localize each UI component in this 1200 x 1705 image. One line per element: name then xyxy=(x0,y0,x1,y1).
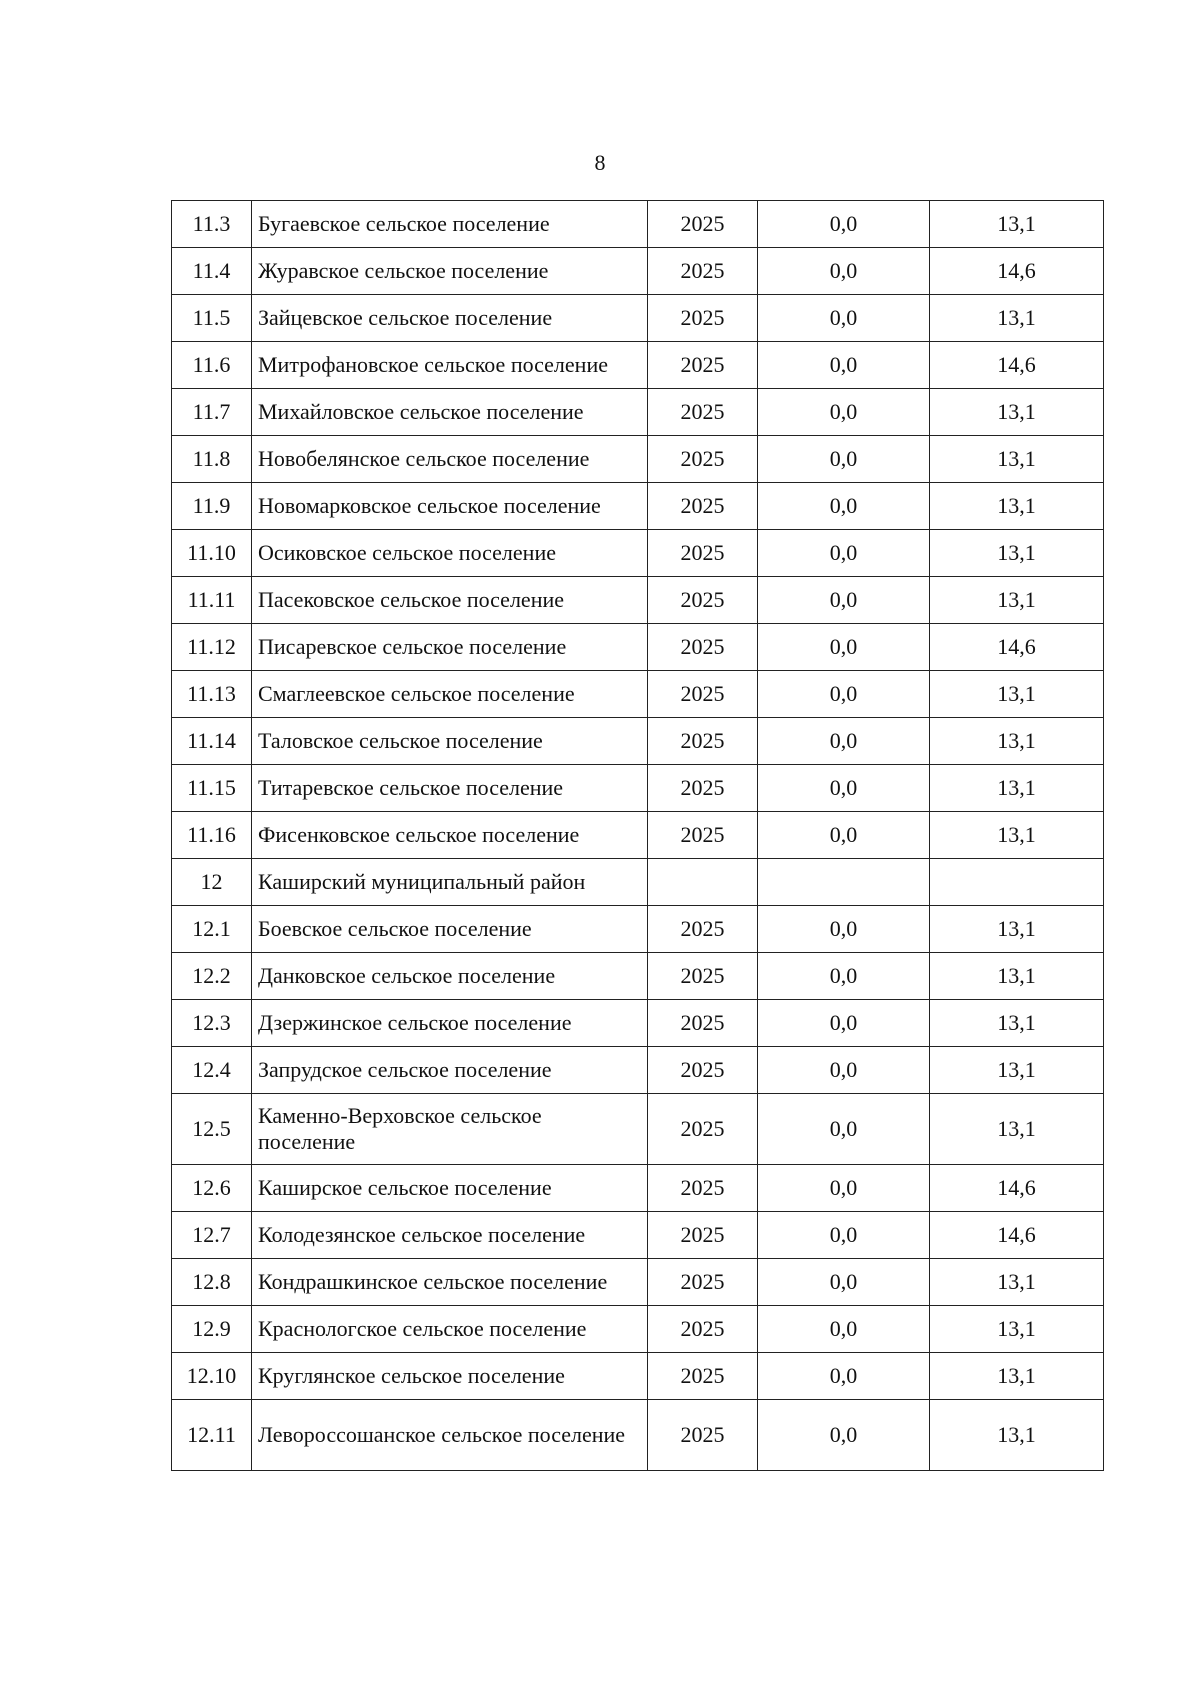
value-2-cell: 13,1 xyxy=(930,671,1104,718)
row-number-cell: 11.10 xyxy=(172,530,252,577)
year-cell: 2025 xyxy=(648,1259,758,1306)
value-1-cell: 0,0 xyxy=(758,906,930,953)
row-number-cell: 12 xyxy=(172,859,252,906)
row-number-cell: 12.4 xyxy=(172,1047,252,1094)
value-2-cell: 13,1 xyxy=(930,1094,1104,1165)
row-number-cell: 11.16 xyxy=(172,812,252,859)
value-1-cell: 0,0 xyxy=(758,812,930,859)
value-2-cell: 13,1 xyxy=(930,577,1104,624)
row-number-cell: 11.3 xyxy=(172,201,252,248)
settlement-name-cell: Фисенковское сельское поселение xyxy=(252,812,648,859)
year-cell: 2025 xyxy=(648,1400,758,1471)
value-1-cell: 0,0 xyxy=(758,1212,930,1259)
settlement-name-cell: Запрудское сельское поселение xyxy=(252,1047,648,1094)
settlement-name-cell: Осиковское сельское поселение xyxy=(252,530,648,577)
year-cell: 2025 xyxy=(648,671,758,718)
table-row xyxy=(172,1000,1104,1047)
value-2-cell: 13,1 xyxy=(930,718,1104,765)
year-cell: 2025 xyxy=(648,906,758,953)
table-row xyxy=(172,577,1104,624)
table-row xyxy=(172,1259,1104,1306)
year-cell: 2025 xyxy=(648,812,758,859)
row-number-cell: 11.8 xyxy=(172,436,252,483)
value-2-cell: 13,1 xyxy=(930,295,1104,342)
settlement-name-cell: Журавское сельское поселение xyxy=(252,248,648,295)
settlement-name-cell: Каширский муниципальный район xyxy=(252,859,648,906)
settlement-name-cell: Зайцевское сельское поселение xyxy=(252,295,648,342)
value-2-cell: 13,1 xyxy=(930,906,1104,953)
value-2-cell xyxy=(930,859,1104,906)
value-1-cell: 0,0 xyxy=(758,530,930,577)
settlement-name-cell: Титаревское сельское поселение xyxy=(252,765,648,812)
year-cell: 2025 xyxy=(648,295,758,342)
value-2-cell: 13,1 xyxy=(930,953,1104,1000)
row-number-cell: 12.6 xyxy=(172,1165,252,1212)
value-2-cell: 13,1 xyxy=(930,436,1104,483)
value-2-cell: 13,1 xyxy=(930,201,1104,248)
value-2-cell: 13,1 xyxy=(930,389,1104,436)
row-number-cell: 12.8 xyxy=(172,1259,252,1306)
value-1-cell: 0,0 xyxy=(758,436,930,483)
table-row xyxy=(172,859,1104,906)
settlements-table xyxy=(171,200,1104,1471)
value-1-cell: 0,0 xyxy=(758,389,930,436)
value-1-cell: 0,0 xyxy=(758,1353,930,1400)
value-1-cell: 0,0 xyxy=(758,1259,930,1306)
value-2-cell: 14,6 xyxy=(930,1212,1104,1259)
year-cell: 2025 xyxy=(648,718,758,765)
settlement-name-cell: Каширское сельское поселение xyxy=(252,1165,648,1212)
table-row xyxy=(172,953,1104,1000)
settlement-name-cell: Новомарковское сельское поселение xyxy=(252,483,648,530)
row-number-cell: 11.7 xyxy=(172,389,252,436)
row-number-cell: 11.9 xyxy=(172,483,252,530)
year-cell: 2025 xyxy=(648,389,758,436)
row-number-cell: 12.1 xyxy=(172,906,252,953)
row-number-cell: 11.15 xyxy=(172,765,252,812)
table-row xyxy=(172,436,1104,483)
settlement-name-cell: Бугаевское сельское поселение xyxy=(252,201,648,248)
value-1-cell: 0,0 xyxy=(758,342,930,389)
year-cell: 2025 xyxy=(648,530,758,577)
value-2-cell: 13,1 xyxy=(930,1353,1104,1400)
value-1-cell: 0,0 xyxy=(758,577,930,624)
settlement-name-cell: Михайловское сельское поселение xyxy=(252,389,648,436)
page-number: 8 xyxy=(594,150,606,175)
value-2-cell: 13,1 xyxy=(930,483,1104,530)
value-2-cell: 13,1 xyxy=(930,765,1104,812)
year-cell: 2025 xyxy=(648,1047,758,1094)
value-2-cell: 13,1 xyxy=(930,530,1104,577)
settlement-name-cell: Дзержинское сельское поселение xyxy=(252,1000,648,1047)
settlement-name-cell: Круглянское сельское поселение xyxy=(252,1353,648,1400)
value-1-cell: 0,0 xyxy=(758,1165,930,1212)
row-number-cell: 11.6 xyxy=(172,342,252,389)
year-cell: 2025 xyxy=(648,1306,758,1353)
row-number-cell: 11.5 xyxy=(172,295,252,342)
table-row xyxy=(172,671,1104,718)
settlement-name-cell: Данковское сельское поселение xyxy=(252,953,648,1000)
row-number-cell: 11.4 xyxy=(172,248,252,295)
table-row xyxy=(172,389,1104,436)
settlement-name-cell: Каменно-Верховское сельское поселение xyxy=(252,1094,648,1165)
table-row xyxy=(172,718,1104,765)
year-cell: 2025 xyxy=(648,483,758,530)
table-row xyxy=(172,295,1104,342)
row-number-cell: 12.5 xyxy=(172,1094,252,1165)
value-1-cell: 0,0 xyxy=(758,765,930,812)
year-cell: 2025 xyxy=(648,1165,758,1212)
value-1-cell: 0,0 xyxy=(758,248,930,295)
year-cell: 2025 xyxy=(648,1353,758,1400)
value-1-cell: 0,0 xyxy=(758,953,930,1000)
settlement-name-cell: Таловское сельское поселение xyxy=(252,718,648,765)
table-row xyxy=(172,812,1104,859)
value-2-cell: 13,1 xyxy=(930,1000,1104,1047)
row-number-cell: 11.13 xyxy=(172,671,252,718)
year-cell: 2025 xyxy=(648,342,758,389)
table-row xyxy=(172,201,1104,248)
value-1-cell: 0,0 xyxy=(758,1306,930,1353)
year-cell: 2025 xyxy=(648,1212,758,1259)
settlement-name-cell: Колодезянское сельское поселение xyxy=(252,1212,648,1259)
value-1-cell: 0,0 xyxy=(758,201,930,248)
year-cell: 2025 xyxy=(648,953,758,1000)
value-1-cell: 0,0 xyxy=(758,1400,930,1471)
row-number-cell: 12.11 xyxy=(172,1400,252,1471)
settlement-name-cell: Краснологское сельское поселение xyxy=(252,1306,648,1353)
settlement-name-cell: Левороссошанское сельское поселение xyxy=(252,1400,648,1471)
table-row xyxy=(172,1353,1104,1400)
table-row xyxy=(172,765,1104,812)
row-number-cell: 11.14 xyxy=(172,718,252,765)
value-2-cell: 13,1 xyxy=(930,812,1104,859)
value-1-cell: 0,0 xyxy=(758,671,930,718)
year-cell: 2025 xyxy=(648,248,758,295)
row-number-cell: 12.9 xyxy=(172,1306,252,1353)
table-row xyxy=(172,1400,1104,1471)
table-body xyxy=(172,201,1104,1471)
year-cell: 2025 xyxy=(648,624,758,671)
table-row xyxy=(172,530,1104,577)
row-number-cell: 12.3 xyxy=(172,1000,252,1047)
value-2-cell: 13,1 xyxy=(930,1400,1104,1471)
table-row xyxy=(172,248,1104,295)
row-number-cell: 12.2 xyxy=(172,953,252,1000)
value-2-cell: 13,1 xyxy=(930,1047,1104,1094)
settlement-name-cell: Писаревское сельское поселение xyxy=(252,624,648,671)
value-2-cell: 14,6 xyxy=(930,1165,1104,1212)
year-cell xyxy=(648,859,758,906)
value-1-cell: 0,0 xyxy=(758,718,930,765)
row-number-cell: 11.12 xyxy=(172,624,252,671)
settlement-name-cell: Кондрашкинское сельское поселение xyxy=(252,1259,648,1306)
value-1-cell: 0,0 xyxy=(758,483,930,530)
table-row xyxy=(172,483,1104,530)
year-cell: 2025 xyxy=(648,436,758,483)
settlement-name-cell: Смаглеевское сельское поселение xyxy=(252,671,648,718)
table-row xyxy=(172,624,1104,671)
settlement-name-cell: Митрофановское сельское поселение xyxy=(252,342,648,389)
settlement-name-cell: Новобелянское сельское поселение xyxy=(252,436,648,483)
table-row xyxy=(172,1047,1104,1094)
value-2-cell: 14,6 xyxy=(930,624,1104,671)
year-cell: 2025 xyxy=(648,1094,758,1165)
year-cell: 2025 xyxy=(648,577,758,624)
value-2-cell: 13,1 xyxy=(930,1259,1104,1306)
value-2-cell: 13,1 xyxy=(930,1306,1104,1353)
value-1-cell: 0,0 xyxy=(758,295,930,342)
table-row xyxy=(172,906,1104,953)
settlement-name-cell: Боевское сельское поселение xyxy=(252,906,648,953)
year-cell: 2025 xyxy=(648,201,758,248)
value-1-cell: 0,0 xyxy=(758,624,930,671)
year-cell: 2025 xyxy=(648,765,758,812)
value-2-cell: 14,6 xyxy=(930,342,1104,389)
row-number-cell: 12.7 xyxy=(172,1212,252,1259)
value-1-cell: 0,0 xyxy=(758,1000,930,1047)
row-number-cell: 11.11 xyxy=(172,577,252,624)
table-row xyxy=(172,1094,1104,1165)
year-cell: 2025 xyxy=(648,1000,758,1047)
value-1-cell: 0,0 xyxy=(758,1047,930,1094)
table-row xyxy=(172,1165,1104,1212)
value-1-cell xyxy=(758,859,930,906)
table-row xyxy=(172,1306,1104,1353)
table-row xyxy=(172,342,1104,389)
table-row xyxy=(172,1212,1104,1259)
value-1-cell: 0,0 xyxy=(758,1094,930,1165)
row-number-cell: 12.10 xyxy=(172,1353,252,1400)
value-2-cell: 14,6 xyxy=(930,248,1104,295)
settlement-name-cell: Пасековское сельское поселение xyxy=(252,577,648,624)
